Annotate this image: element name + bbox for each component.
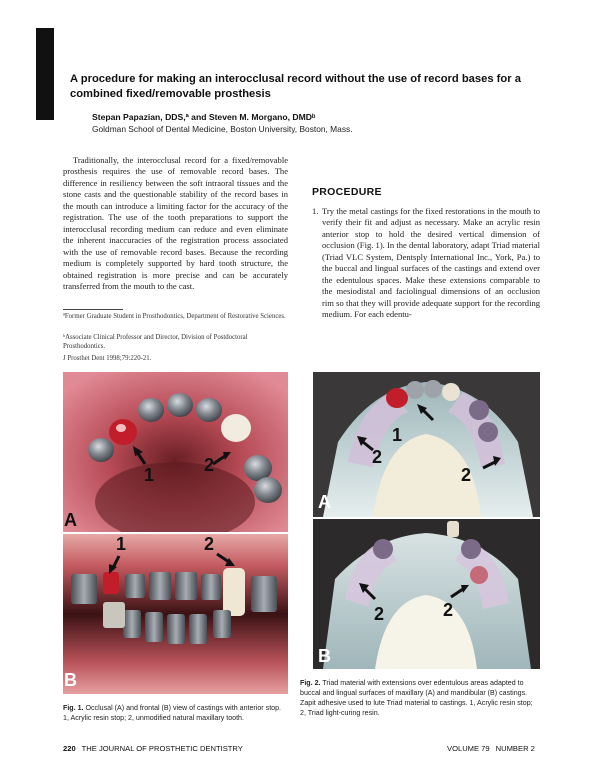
intro-paragraph: Traditionally, the interocclusal record for a fixed/removable prosthesis requires the use of removable record bases. The difference in resiliency between the soft intraoral tissues and the stone casts and the questionable stability of the record bases in the mouth can introduce a limiting factor for the accuracy of the registration. The use of the tooth preparations to support the interocclusal recording medium can reduce and even eliminate the inherent inaccuracies of the registration process associated with the use of removable record bases. Because the recording medium is completely supported by hard tooth structure, the obtained registration is more precise and can be accurately transferred from the mouth to the cast. xyxy=(63,155,288,291)
fig2a-arrow-label-2b: 2 xyxy=(461,465,472,485)
fig2b-arrow-label-2b: 2 xyxy=(443,600,454,620)
figure1-caption-label: Fig. 1. xyxy=(63,704,84,712)
figure2-caption xyxy=(300,678,540,718)
figure2-caption-text: Triad material with extensions over edentulous areas adapted to buccal and lingual surfaces of maxillary (A) and mandibular (B) castings. Zapit adhesive used to lute Triad material to castings. 1, Acrylic resin stop; 2, Triad light-curing resin. xyxy=(300,679,533,717)
section-tab-marker xyxy=(36,28,54,120)
volume: VOLUME 79 xyxy=(447,744,490,753)
article-authors: Stepan Papazian, DDS,ª and Steven M. Morgano, DMDᵇ xyxy=(92,112,316,122)
figure1-caption-text: Occlusal (A) and frontal (B) view of castings with anterior stop. 1, Acrylic resin stop; 2, unmodified natural maxillary tooth. xyxy=(63,704,282,722)
footnote-rule xyxy=(63,309,123,310)
fig2a-arrow-label-2a: 2 xyxy=(372,447,383,467)
procedure-step-text: Try the metal castings for the fixed restorations in the mouth to verify their fit and adjust as necessary. Make an acrylic resin anterior stop to hold the desired vertical dimension of occlusion (Fig. 1). In the dental laboratory, adapt Triad material (Triad VLC System, Dentsply International Inc., York, Pa.) to the buccal and lingual surfaces of the castings and extend over the edentulous spaces. Make these extensions comparable to the mesiodistal and faciolingual dimensions of an occlusion rim so that they will provide adequate support for the recording medium. For each edentu- xyxy=(322,206,540,320)
fig1-panel-b-label: B xyxy=(64,670,77,690)
figure1-panel-b xyxy=(63,534,288,694)
fig1a-arrow-label-2: 2 xyxy=(204,455,215,475)
fig2-panel-a-label: A xyxy=(318,492,331,512)
fig1b-arrow-label-2: 2 xyxy=(204,534,215,554)
citation: J Prosthet Dent 1998;79:220-21. xyxy=(63,355,152,362)
page-footer-right xyxy=(447,744,541,753)
fig2a-arrow-label-1: 1 xyxy=(392,425,403,445)
fig1b-arrow-label-1: 1 xyxy=(116,534,127,554)
article-affiliation: Goldman School of Dental Medicine, Boston University, Boston, Mass. xyxy=(92,124,353,134)
journal-name: THE JOURNAL OF PROSTHETIC DENTISTRY xyxy=(81,744,243,753)
fig1a-arrow-label-1: 1 xyxy=(144,465,155,485)
issue-number: NUMBER 2 xyxy=(495,744,535,753)
footnote-a: ªFormer Graduate Student in Prosthodontics, Department of Restorative Sciences. xyxy=(63,313,286,320)
intro-text xyxy=(63,155,288,292)
article-title: A procedure for making an interocclusal record without the use of record bases for a combined fixed/removable prosthesis xyxy=(70,73,521,100)
page-number: 220 xyxy=(63,744,76,753)
figure2-panel-b xyxy=(313,519,540,669)
section-heading: PROCEDURE xyxy=(312,186,382,198)
fig1-panel-a-label: A xyxy=(64,510,77,530)
figure2-caption-label: Fig. 2. xyxy=(300,679,321,687)
procedure-step-1 xyxy=(312,206,540,321)
fig2b-arrow-label-2a: 2 xyxy=(374,604,385,624)
fig2-panel-b-label: B xyxy=(318,646,331,666)
figure1-panel-a xyxy=(63,372,288,532)
figure1-caption xyxy=(63,703,288,723)
figure2-panel-a xyxy=(313,372,540,517)
footnote-b: ᵇAssociate Clinical Professor and Director, Division of Postdoctoral Prosthodontics. xyxy=(63,334,248,350)
procedure-step-number: 1. xyxy=(312,206,319,216)
page-footer-left xyxy=(63,744,249,753)
